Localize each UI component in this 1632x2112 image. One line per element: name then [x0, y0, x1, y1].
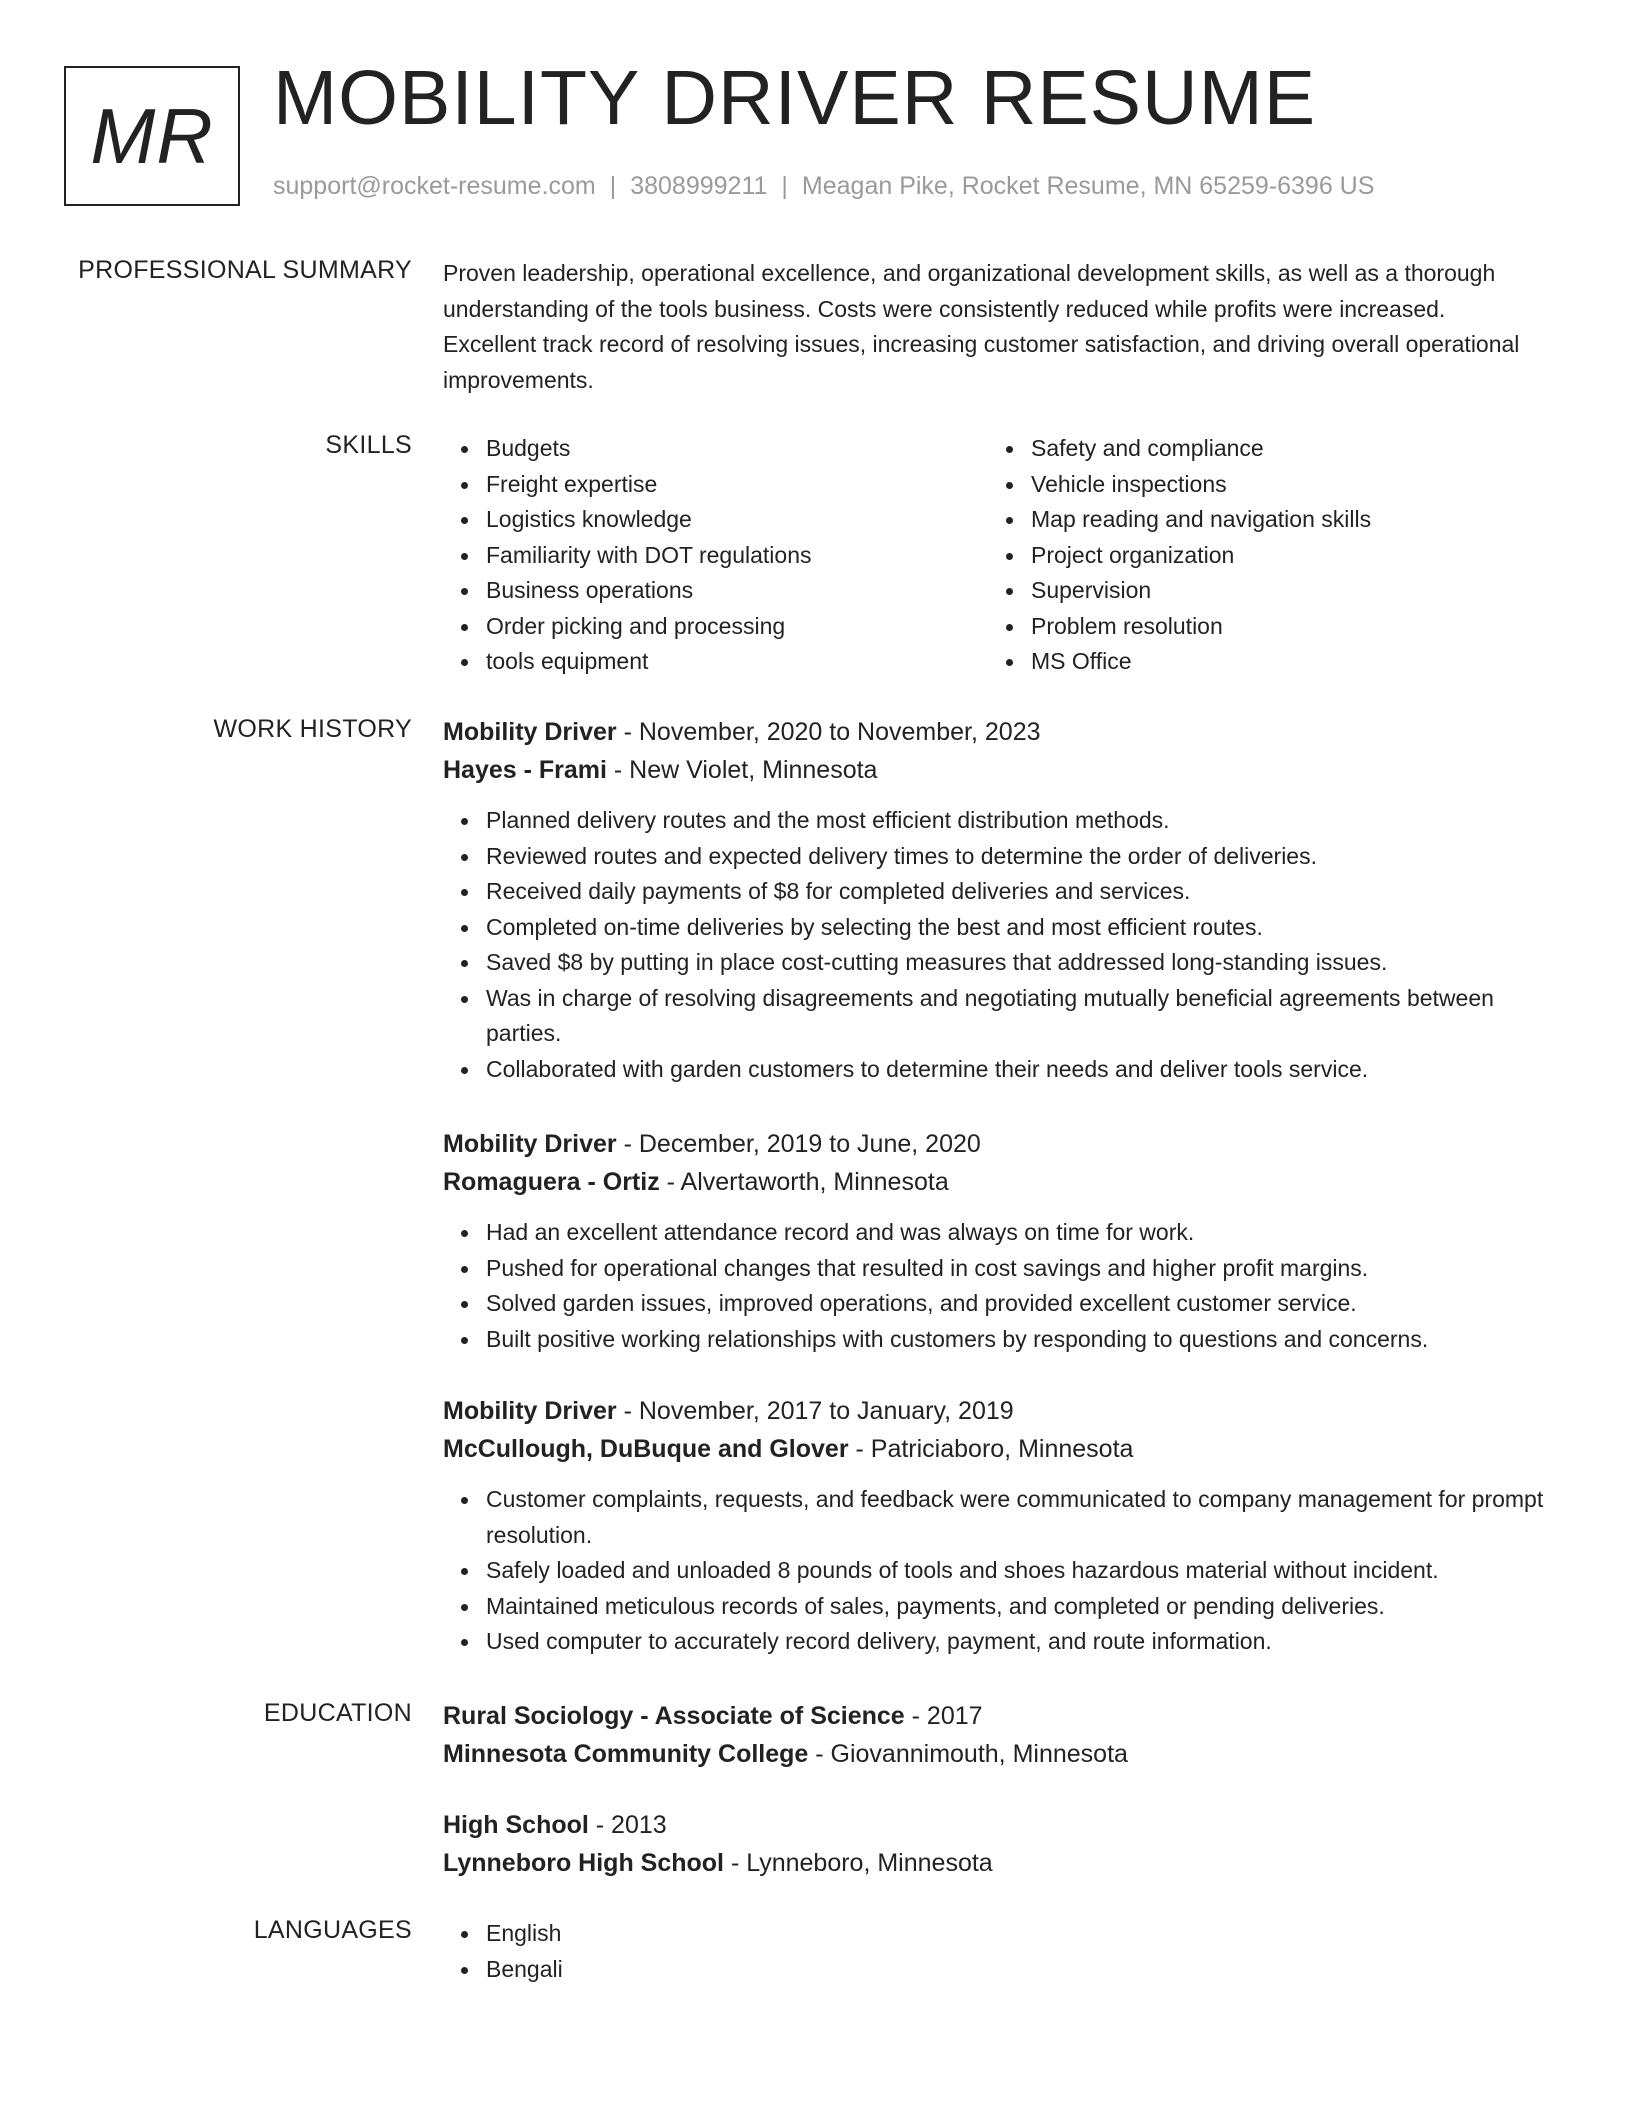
skills-column-left — [443, 431, 988, 680]
education-degree: Rural Sociology - Associate of Science — [443, 1702, 905, 1730]
education-entry — [443, 1807, 1543, 1882]
skill-item: Business operations — [486, 573, 988, 609]
job-location: - Patriciaboro, Minnesota — [848, 1434, 1134, 1463]
education-location: - Giovannimouth, Minnesota — [808, 1739, 1128, 1768]
education-degree: High School — [443, 1811, 589, 1839]
skill-item: Supervision — [1031, 573, 1533, 609]
job-bullet: Completed on-time deliveries by selecting the best and most efficient routes. — [486, 910, 1543, 946]
job-bullet: Saved $8 by putting in place cost-cutting measures that addressed long-standing issues. — [486, 945, 1543, 981]
job-title: Mobility Driver — [443, 1130, 617, 1158]
skill-item: tools equipment — [486, 644, 988, 680]
resume-title: MOBILITY DRIVER RESUME — [273, 55, 1317, 141]
languages-section — [443, 1916, 1543, 1987]
language-item: Bengali — [486, 1952, 1543, 1988]
job-location: - New Violet, Minnesota — [606, 755, 878, 784]
education-school: Minnesota Community College — [443, 1739, 809, 1768]
job-company: Hayes - Frami — [443, 755, 607, 784]
job-bullet: Pushed for operational changes that resulted in cost savings and higher profit margins. — [486, 1251, 1543, 1287]
contact-email: support@rocket-resume.com — [273, 172, 596, 200]
education-year: - 2017 — [904, 1702, 983, 1730]
job-company: McCullough, DuBuque and Glover — [443, 1434, 849, 1463]
job-title: Mobility Driver — [443, 1397, 617, 1425]
job-company-line — [443, 1431, 1543, 1469]
job-bullet: Built positive working relationships with customers by responding to questions and concerns. — [486, 1322, 1543, 1358]
job-company-line — [443, 752, 1543, 790]
skill-item: Budgets — [486, 431, 988, 467]
job-entry — [443, 1393, 1543, 1660]
skill-item: Vehicle inspections — [1031, 467, 1533, 503]
job-title-line — [443, 714, 1543, 752]
skill-item: Project organization — [1031, 538, 1533, 574]
education-heading: EDUCATION — [263, 1699, 412, 1727]
job-location: - Alvertaworth, Minnesota — [659, 1167, 949, 1196]
job-title-line — [443, 1126, 1543, 1164]
job-bullet: Used computer to accurately record delivery, payment, and route information. — [486, 1624, 1543, 1660]
monogram: MR — [64, 66, 240, 206]
job-bullet: Customer complaints, requests, and feedback were communicated to company management for prompt resolution. — [486, 1482, 1566, 1553]
contact-line — [273, 172, 1374, 201]
skill-item: Logistics knowledge — [486, 502, 988, 538]
job-bullet: Had an excellent attendance record and was always on time for work. — [486, 1215, 1543, 1251]
education-entry — [443, 1698, 1543, 1773]
education-degree-line — [443, 1807, 1543, 1845]
skills-column-right — [988, 431, 1533, 680]
skill-item: Order picking and processing — [486, 609, 988, 645]
summary-section — [443, 256, 1543, 398]
job-title-line — [443, 1393, 1543, 1431]
education-degree-line — [443, 1698, 1543, 1736]
skill-item: Safety and compliance — [1031, 431, 1533, 467]
summary-text: Proven leadership, operational excellence, and organizational development skills, as well as a thorough understanding of the tools business. Costs were consistently reduced while profits were increased. Excellent track record of resolving issues, increasing customer satisfaction, and driving overall operational improvements. — [443, 260, 1520, 393]
education-school-line — [443, 1736, 1543, 1774]
skills-heading: SKILLS — [325, 431, 412, 459]
contact-phone: 3808999211 — [630, 172, 768, 200]
education-location: - Lynneboro, Minnesota — [724, 1848, 993, 1877]
contact-separator: | — [609, 172, 617, 200]
languages-heading: LANGUAGES — [253, 1916, 412, 1944]
skills-section — [443, 431, 1543, 680]
job-dates: - November, 2020 to November, 2023 — [616, 718, 1041, 746]
job-bullet: Safely loaded and unloaded 8 pounds of tools and shoes hazardous material without incident. — [486, 1553, 1543, 1589]
summary-heading: PROFESSIONAL SUMMARY — [78, 256, 412, 284]
education-school-line — [443, 1845, 1543, 1883]
job-bullet: Planned delivery routes and the most efficient distribution methods. — [486, 803, 1543, 839]
job-entry — [443, 1126, 1543, 1357]
job-bullet: Collaborated with garden customers to determine their needs and deliver tools service. — [486, 1052, 1543, 1088]
job-title: Mobility Driver — [443, 718, 617, 746]
education-year: - 2013 — [588, 1811, 667, 1839]
work-history-heading: WORK HISTORY — [213, 715, 412, 743]
job-dates: - November, 2017 to January, 2019 — [616, 1397, 1014, 1425]
job-bullet: Reviewed routes and expected delivery times to determine the order of deliveries. — [486, 839, 1543, 875]
job-bullet: Received daily payments of $8 for completed deliveries and services. — [486, 874, 1543, 910]
skill-item: Freight expertise — [486, 467, 988, 503]
job-entry — [443, 714, 1543, 1087]
skill-item: Familiarity with DOT regulations — [486, 538, 988, 574]
job-dates: - December, 2019 to June, 2020 — [616, 1130, 981, 1158]
job-bullet: Was in charge of resolving disagreements and negotiating mutually beneficial agreements between parties. — [486, 981, 1506, 1052]
skill-item: MS Office — [1031, 644, 1533, 680]
education-school: Lynneboro High School — [443, 1848, 725, 1877]
job-company: Romaguera - Ortiz — [443, 1167, 660, 1196]
job-bullet: Maintained meticulous records of sales, payments, and completed or pending deliveries. — [486, 1589, 1543, 1625]
job-company-line — [443, 1164, 1543, 1202]
contact-separator: | — [781, 172, 788, 200]
job-bullet: Solved garden issues, improved operations, and provided excellent customer service. — [486, 1286, 1543, 1322]
skill-item: Map reading and navigation skills — [1031, 502, 1533, 538]
skill-item: Problem resolution — [1031, 609, 1533, 645]
language-item: English — [486, 1916, 1543, 1952]
contact-address: Meagan Pike, Rocket Resume, MN 65259-6396 US — [801, 172, 1375, 200]
